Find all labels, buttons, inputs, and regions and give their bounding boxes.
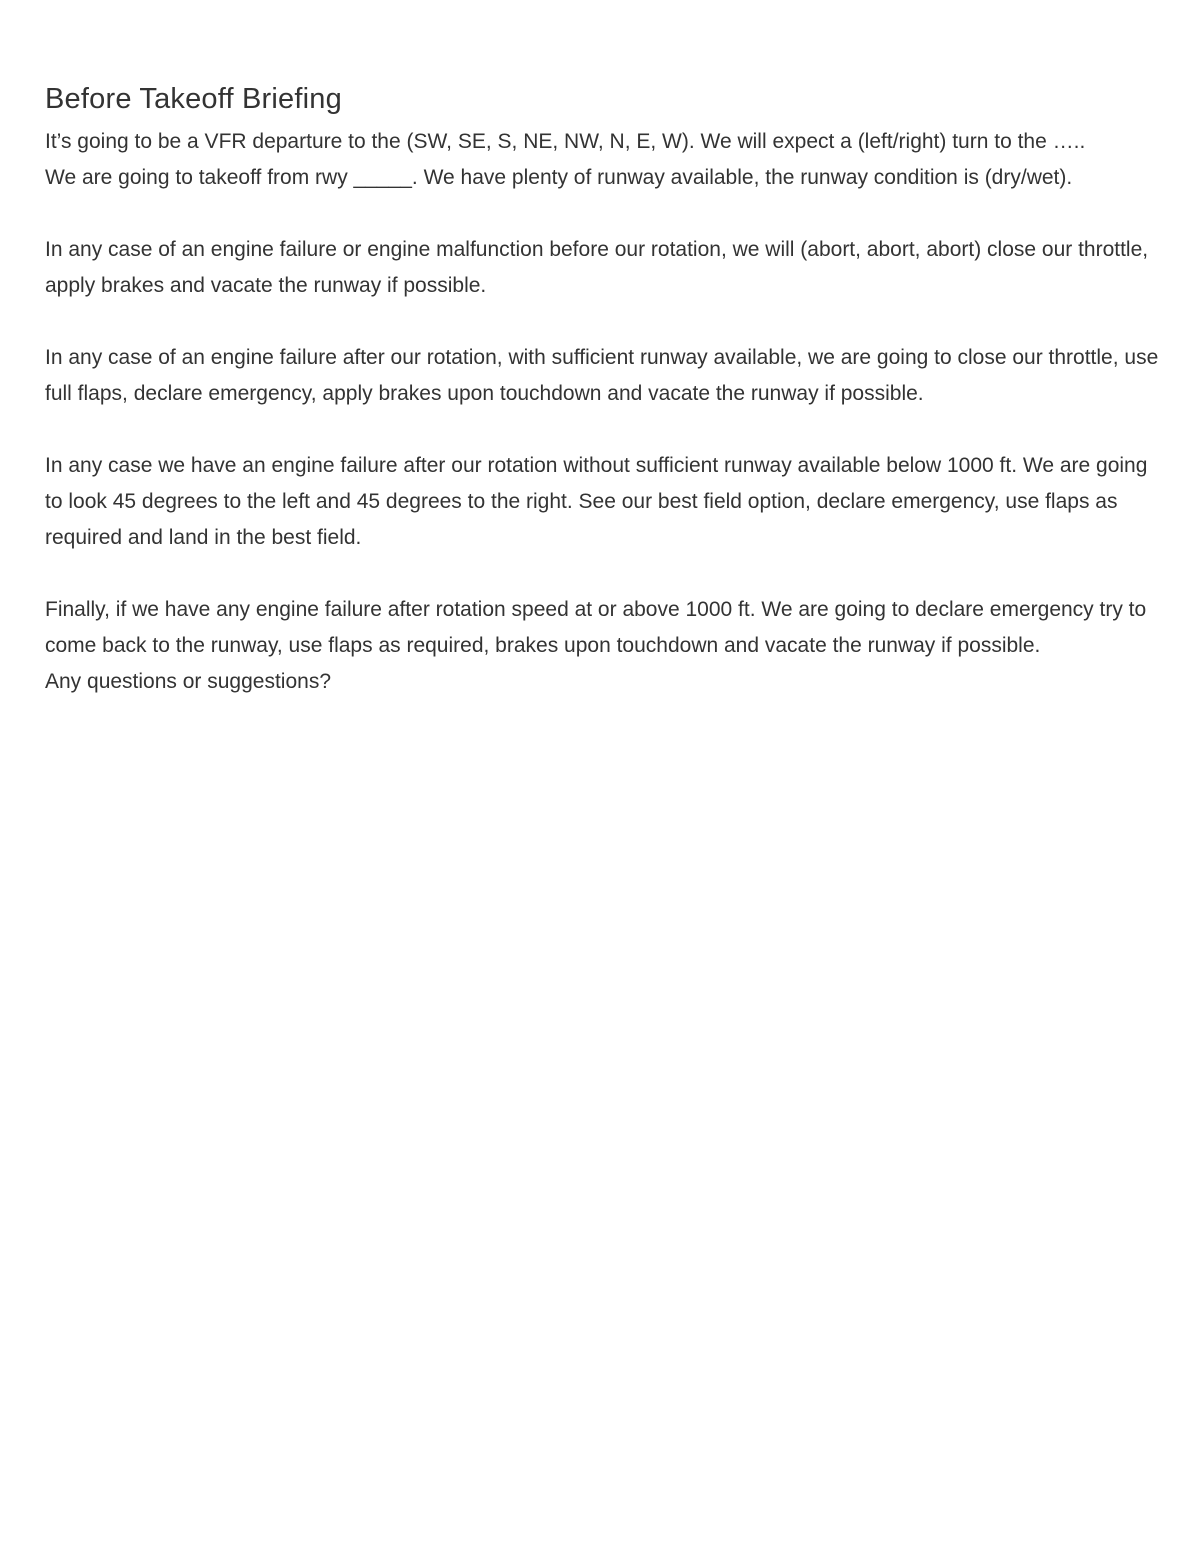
document-page <box>45 80 1160 700</box>
briefing-paragraph-departure <box>45 124 1160 196</box>
before-rotation-text: In any case of an engine failure or engine malfunction before our rotation, we will (abort, abort, abort) close our throttle, apply brakes and vacate the runway if possible. <box>45 238 1149 297</box>
below-1000ft-text: In any case we have an engine failure after our rotation without sufficient runway available below 1000 ft. We are going to look 45 degrees to the left and 45 degrees to the right. See our best field option, declare emergency, use flaps as required and land in the best field. <box>45 454 1148 549</box>
document-title: Before Takeoff Briefing <box>45 83 342 115</box>
briefing-paragraph-below-1000ft <box>45 448 1160 556</box>
after-rotation-runway-text: In any case of an engine failure after our rotation, with sufficient runway available, we are going to close our throttle, use full flaps, declare emergency, apply brakes upon touchdown and vacate the runway if possible. <box>45 346 1159 405</box>
runway-condition-text: We are going to takeoff from rwy _____. We have plenty of runway available, the runway condition is (dry/wet). <box>45 166 1073 189</box>
briefing-paragraph-after-rotation-runway <box>45 340 1160 412</box>
briefing-paragraph-above-1000ft <box>45 592 1160 700</box>
departure-direction-text: It’s going to be a VFR departure to the (SW, SE, S, NE, NW, N, E, W). We will expect a (left/right) turn to the ….. <box>45 130 1086 153</box>
briefing-paragraph-before-rotation <box>45 232 1160 304</box>
above-1000ft-text: Finally, if we have any engine failure after rotation speed at or above 1000 ft. We are going to declare emergency try to come back to the runway, use flaps as required, brakes upon touchdown and vacate the runway if possible. <box>45 598 1147 657</box>
questions-text: Any questions or suggestions? <box>45 670 332 693</box>
